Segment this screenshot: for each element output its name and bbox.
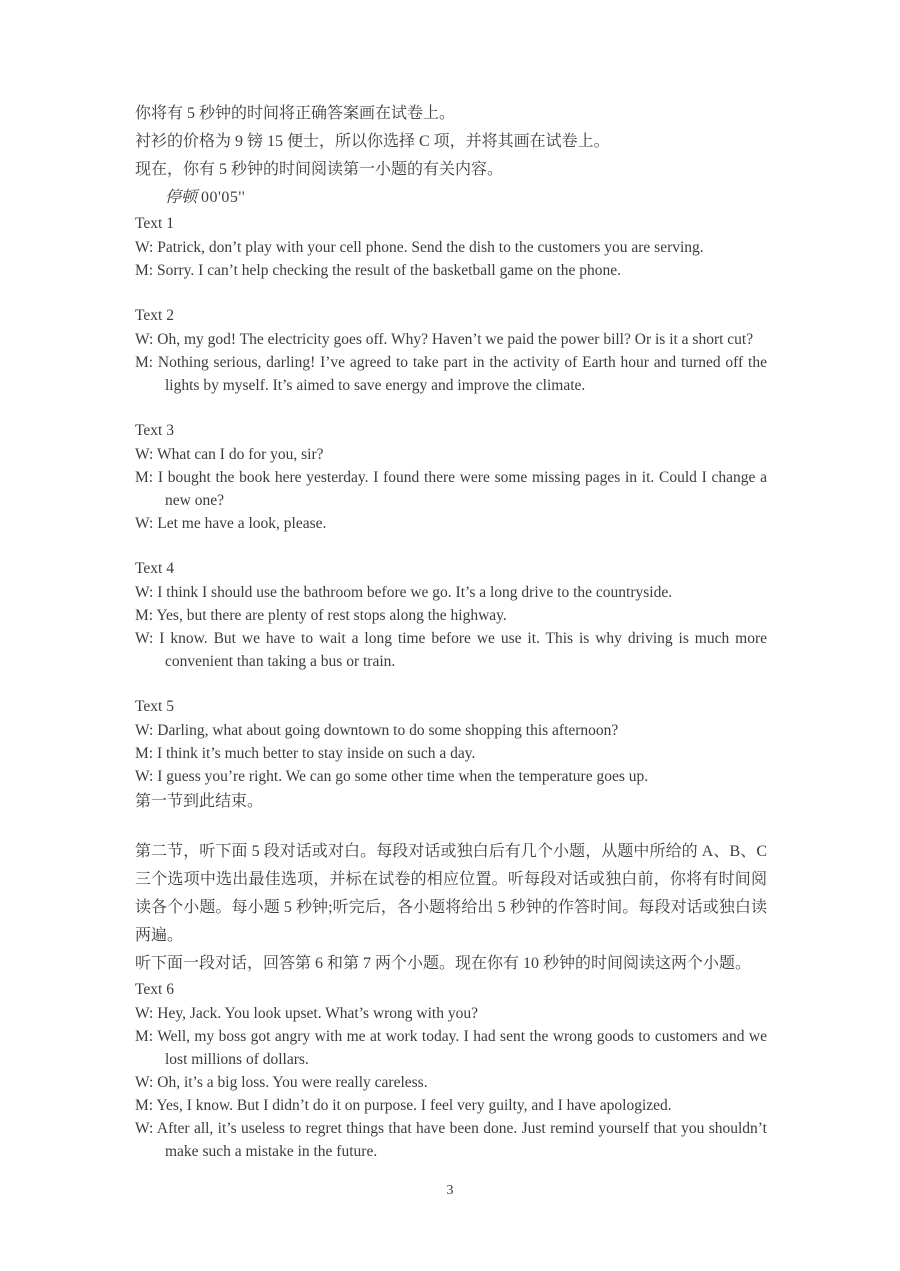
dialogue-line — [135, 466, 767, 512]
dialogue-text: I know. But we have to wait a long time before we use it. This is why driving is much more convenient than taking a bus or train. — [153, 630, 767, 670]
instruction-paragraph: 听下面一段对话，回答第 6 和第 7 两个小题。现在你有 10 秒钟的时间阅读这两个小题。 — [135, 955, 752, 972]
speaker-label: W: — [135, 515, 154, 532]
speaker-label: M: — [135, 1097, 154, 1114]
dialogue-text: Oh, my god! The electricity goes off. Why? Haven’t we paid the power bill? Or is it a short cut? — [153, 331, 754, 348]
speaker-label: W: — [135, 1005, 154, 1022]
dialogue-text: Yes, but there are plenty of rest stops along the highway. — [153, 607, 507, 624]
section-gap — [135, 535, 767, 557]
pause-line — [135, 184, 767, 212]
dialogue-text: Nothing serious, darling! I’ve agreed to take part in the activity of Earth hour and turned off the lights by myself. It’s aimed to save energy and improve the climate. — [153, 354, 767, 394]
dialogue-text: Sorry. I can’t help checking the result of the basketball game on the phone. — [153, 262, 621, 279]
text-section-heading: Text 3 — [135, 422, 174, 439]
text-section-heading: Text 2 — [135, 307, 174, 324]
instruction-paragraph: 你将有 5 秒钟的时间将正确答案画在试卷上。 — [135, 105, 456, 122]
dialogue-line — [135, 627, 767, 673]
dialogue-text: What can I do for you, sir? — [153, 446, 324, 463]
speaker-label: M: — [135, 262, 154, 279]
text-section-heading: Text 6 — [135, 981, 174, 998]
speaker-label: M: — [135, 745, 154, 762]
dialogue-line — [135, 1094, 767, 1117]
dialogue-line — [135, 1117, 767, 1163]
dialogue-line — [135, 236, 767, 259]
dialogue-text: Let me have a look, please. — [153, 515, 327, 532]
section-gap — [135, 282, 767, 304]
text-section-heading: Text 1 — [135, 215, 174, 232]
dialogue-line — [135, 1071, 767, 1094]
text-section-heading: Text 5 — [135, 698, 174, 715]
dialogue-line — [135, 765, 767, 788]
speaker-label: W: — [135, 446, 154, 463]
speaker-label: W: — [135, 722, 154, 739]
dialogue-line — [135, 719, 767, 742]
section-gap — [135, 397, 767, 419]
speaker-label: M: — [135, 354, 154, 371]
instruction-paragraph: 现在，你有 5 秒钟的时间阅读第一小题的有关内容。 — [135, 161, 504, 178]
dialogue-line — [135, 1002, 767, 1025]
speaker-label: M: — [135, 469, 154, 486]
dialogue-line — [135, 328, 767, 351]
pause-label: 停顿 — [165, 189, 198, 206]
dialogue-line — [135, 581, 767, 604]
section-gap — [135, 816, 767, 838]
speaker-label: W: — [135, 768, 154, 785]
dialogue-text: Patrick, don’t play with your cell phone. Send the dish to the customers you are serving. — [153, 239, 704, 256]
dialogue-line — [135, 351, 767, 397]
page-number: 3 — [446, 1183, 454, 1198]
instruction-paragraph: 衬衫的价格为 9 镑 15 便士，所以你选择 C 项，并将其画在试卷上。 — [135, 133, 610, 150]
dialogue-text: I guess you’re right. We can go some other time when the temperature goes up. — [153, 768, 649, 785]
dialogue-line — [135, 512, 767, 535]
instruction-paragraph: 第二节，听下面 5 段对话或对白。每段对话或独白后有几个小题，从题中所给的 A、B、C 三个选项中选出最佳选项，并标在试卷的相应位置。听每段对话或独白前，你将有时间阅读各个小题。每小题 5 秒钟;听完后，各小题将给出 5 秒钟的作答时间。每段对话或独白读两遍。 — [135, 843, 767, 944]
dialogue-text: Oh, it’s a big loss. You were really careless. — [153, 1074, 428, 1091]
speaker-label: W: — [135, 1074, 154, 1091]
dialogue-text: I think it’s much better to stay inside on such a day. — [153, 745, 476, 762]
page-footer — [0, 1183, 900, 1199]
dialogue-text: I bought the book here yesterday. I found there were some missing pages in it. Could I change a new one? — [153, 469, 767, 509]
dialogue-line — [135, 604, 767, 627]
section-gap — [135, 673, 767, 695]
dialogue-text: Well, my boss got angry with me at work today. I had sent the wrong goods to customers and we lost millions of dollars. — [153, 1028, 767, 1068]
dialogue-line — [135, 742, 767, 765]
dialogue-text: Yes, I know. But I didn’t do it on purpose. I feel very guilty, and I have apologized. — [153, 1097, 672, 1114]
document-body — [135, 100, 767, 1163]
speaker-label: M: — [135, 607, 154, 624]
pause-time: 00'05'' — [201, 189, 246, 206]
dialogue-line — [135, 443, 767, 466]
dialogue-line — [135, 259, 767, 282]
speaker-label: W: — [135, 584, 154, 601]
dialogue-text: Hey, Jack. You look upset. What’s wrong with you? — [153, 1005, 478, 1022]
speaker-label: W: — [135, 331, 154, 348]
speaker-label: W: — [135, 630, 154, 647]
instruction-paragraph: 第一节到此结束。 — [135, 793, 264, 810]
speaker-label: W: — [135, 1120, 154, 1137]
dialogue-text: Darling, what about going downtown to do some shopping this afternoon? — [153, 722, 619, 739]
text-section-heading: Text 4 — [135, 560, 174, 577]
dialogue-text: After all, it’s useless to regret things that have been done. Just remind yourself that you shouldn’t make such a mistake in the future. — [153, 1120, 767, 1160]
speaker-label: W: — [135, 239, 154, 256]
dialogue-line — [135, 1025, 767, 1071]
speaker-label: M: — [135, 1028, 154, 1045]
dialogue-text: I think I should use the bathroom before we go. It’s a long drive to the countryside. — [153, 584, 673, 601]
